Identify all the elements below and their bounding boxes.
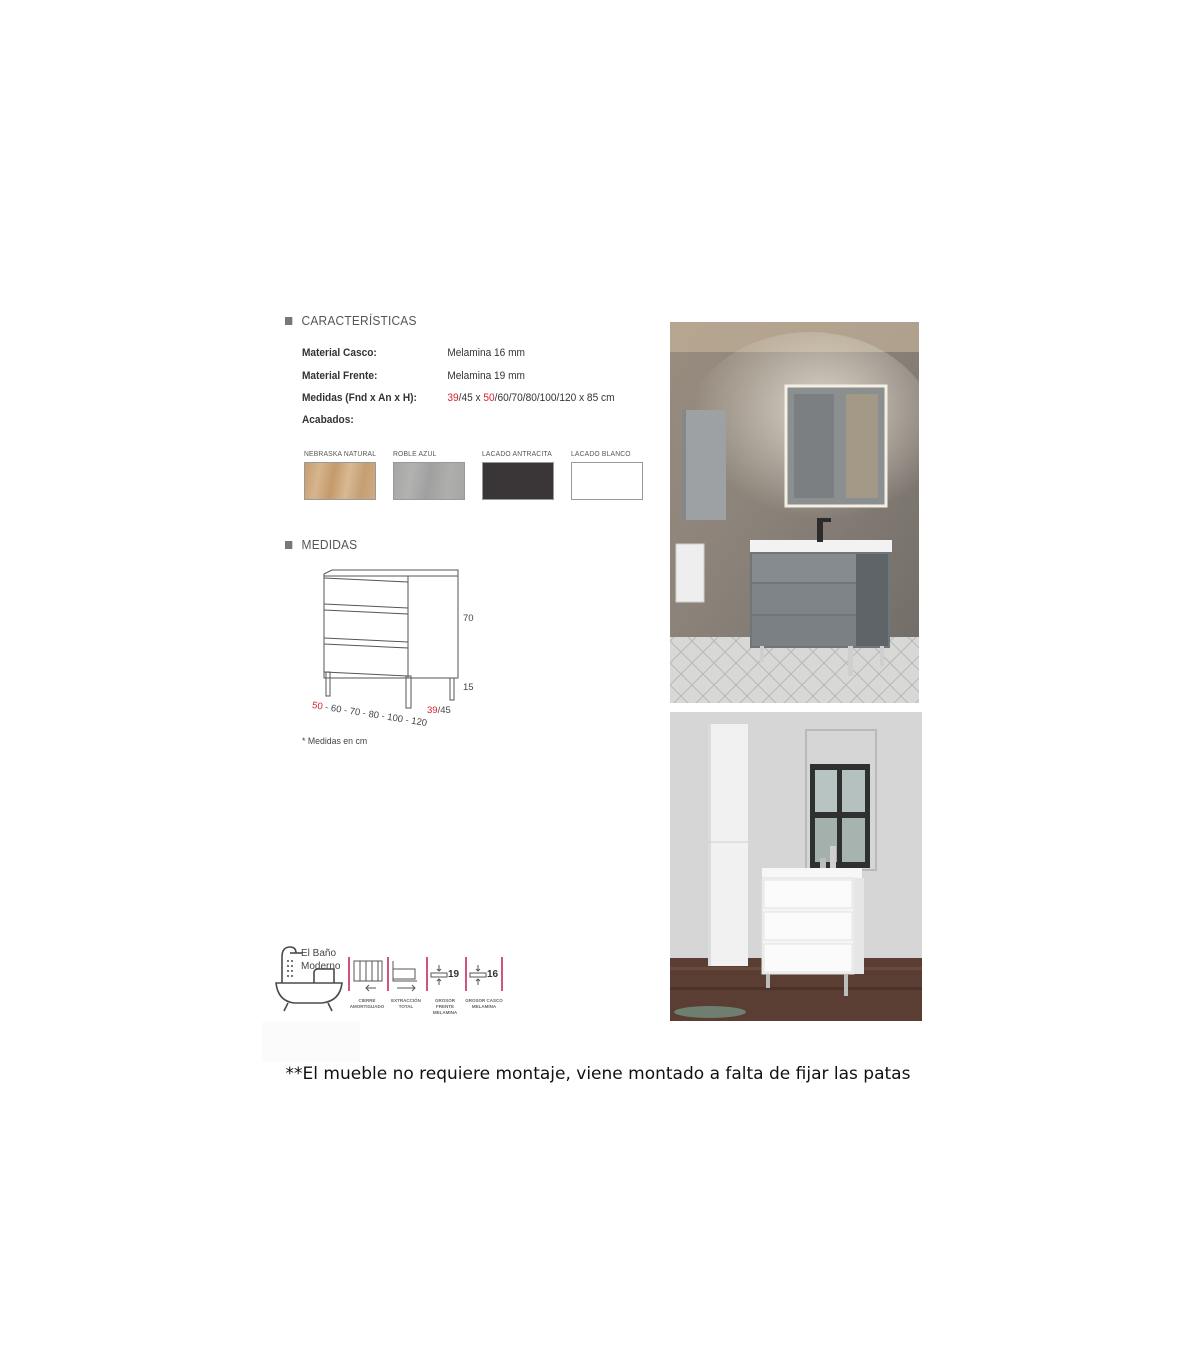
depth-highlight: 39 — [427, 705, 438, 716]
bullet-square-icon — [285, 317, 292, 325]
feature-soft-close — [348, 955, 386, 1010]
finish-swatch — [393, 462, 465, 500]
photo-grey-illustration — [670, 322, 919, 703]
finish-label: ROBLE AZUL — [393, 449, 437, 458]
cabinet-diagram — [310, 568, 470, 713]
caracteristicas-heading — [285, 313, 417, 328]
brand-line-1: El Baño — [301, 948, 337, 959]
spec-value: Melamina 19 mm — [447, 370, 525, 382]
brand-line-2: Moderno — [301, 961, 341, 972]
medidas-title: MEDIDAS — [301, 537, 358, 552]
spec-value: Melamina 16 mm — [447, 347, 525, 359]
spec-label: Acabados: — [302, 414, 354, 426]
finish-roble-azul — [393, 449, 465, 500]
width-highlight: 50 — [311, 700, 324, 713]
depth-dimensions-label — [427, 705, 451, 716]
faint-placeholder-box — [262, 1022, 360, 1062]
feature-front-thickness — [426, 955, 464, 1016]
spec-label: Medidas (Fnd x An x H): — [302, 392, 417, 404]
spec-material-casco — [302, 347, 525, 359]
finish-swatch — [482, 462, 554, 500]
finish-swatch — [304, 462, 376, 500]
medidas-heading — [285, 537, 357, 552]
spec-label: Material Frente: — [302, 370, 378, 382]
finish-nebraska-natural — [304, 449, 376, 500]
depth-highlight: 39 — [447, 392, 459, 404]
feature-label-2: AMORTIGUADO — [349, 1004, 385, 1009]
feature-label — [348, 998, 386, 1010]
caracteristicas-title: CARACTERÍSTICAS — [301, 313, 417, 328]
height-body-label: 70 — [463, 613, 474, 624]
medidas-note: * Medidas en cm — [302, 736, 368, 747]
depth-values: /45 — [437, 705, 451, 716]
front-thickness-value: 19 — [448, 969, 460, 980]
feature-label — [387, 998, 425, 1010]
value-part: /60/70/80/100/120 x 85 cm — [494, 392, 615, 404]
brand-feature-strip — [274, 941, 504, 1015]
feature-label-2: MELAMINA — [471, 1004, 497, 1009]
spec-medidas — [302, 392, 615, 404]
bullet-square-icon — [285, 541, 292, 549]
finish-swatch — [571, 462, 643, 500]
photo-white-illustration — [670, 712, 922, 1021]
width-values: - 60 - 70 - 80 - 100 - 120 — [321, 701, 428, 730]
feature-label — [465, 998, 503, 1010]
finish-label: LACADO BLANCO — [571, 449, 631, 458]
finish-label: NEBRASKA NATURAL — [304, 449, 377, 458]
spec-acabados — [302, 414, 354, 426]
feature-label-2: MELAMINA — [432, 1010, 458, 1015]
feature-label-1: GROSOR CASCO — [465, 998, 503, 1003]
product-photo-grey — [670, 322, 919, 703]
feature-label-1: CIERRE — [358, 998, 376, 1003]
feature-label-1: EXTRACCIÓN — [391, 998, 421, 1003]
spec-value — [447, 392, 614, 404]
full-extension-icon — [387, 955, 425, 993]
brand-name — [301, 947, 340, 973]
feature-label-2: TOTAL — [398, 1004, 414, 1009]
product-photo-white — [670, 712, 922, 1021]
soft-close-icon — [348, 955, 386, 993]
finish-lacado-antracita — [482, 449, 554, 500]
width-highlight: 50 — [483, 392, 495, 404]
finish-lacado-blanco — [571, 449, 643, 500]
feature-label-1: GROSOR FRENTE — [434, 998, 455, 1009]
body-thickness-value: 16 — [487, 969, 499, 980]
assembly-note: **El mueble no requiere montaje, viene montado a falta de fijar las patas — [285, 1064, 911, 1084]
finish-label: LACADO ANTRACITA — [482, 449, 552, 458]
feature-label — [426, 998, 464, 1016]
spec-label: Material Casco: — [302, 347, 377, 359]
height-legs-label: 15 — [463, 682, 474, 693]
value-part: /45 x — [458, 392, 484, 404]
spec-material-frente — [302, 370, 525, 382]
feature-full-extension — [387, 955, 425, 1010]
feature-body-thickness — [465, 955, 503, 1010]
